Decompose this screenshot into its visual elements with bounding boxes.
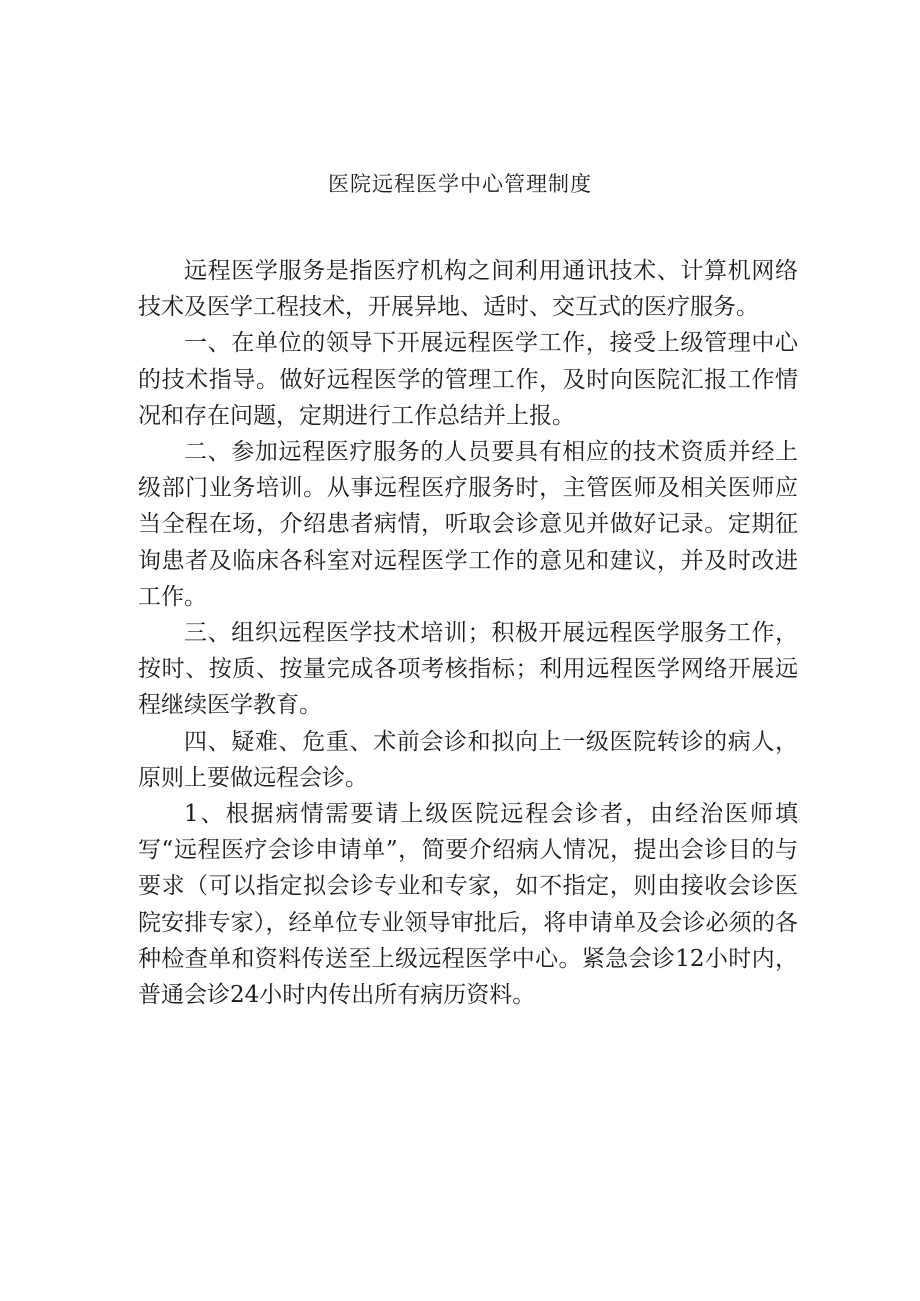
paragraph-4: 四、疑难、危重、术前会诊和拟向上一级医院转诊的病人，原则上要做远程会诊。 xyxy=(138,728,798,791)
document-body xyxy=(138,253,798,1013)
paragraph-1: 一、在单位的领导下开展远程医学工作，接受上级管理中心的技术指导。做好远程医学的管理工作，及时向医院汇报工作情况和存在问题，定期进行工作总结并上报。 xyxy=(138,330,798,429)
paragraph-3: 三、组织远程医学技术培训；积极开展远程医学服务工作，按时、按质、按量完成各项考核指标；利用远程医学网络开展远程继续医学教育。 xyxy=(138,620,798,719)
paragraph-2: 二、参加远程医疗服务的人员要具有相应的技术资质并经上级部门业务培训。从事远程医疗服务时，主管医师及相关医师应当全程在场，介绍患者病情，听取会诊意见并做好记录。定期征询患者及临床各科室对远程医学工作的意见和建议，并及时改进工作。 xyxy=(138,439,798,610)
paragraph-4-1: 1、根据病情需要请上级医院远程会诊者，由经治医师填写“远程医疗会诊申请单”，简要介绍病人情况，提出会诊目的与要求（可以指定拟会诊专业和专家，如不指定，则由接收会诊医院安排专家），经单位专业领导审批后，将申请单及会诊必须的各种检查单和资料传送至上级远程医学中心。紧急会诊12小时内，普通会诊24小时内传出所有病历资料。 xyxy=(138,801,798,1009)
paragraph-intro: 远程医学服务是指医疗机构之间利用通讯技术、计算机网络技术及医学工程技术，开展异地、适时、交互式的医疗服务。 xyxy=(138,258,798,321)
document-title: 医院远程医学中心管理制度 xyxy=(328,172,592,196)
